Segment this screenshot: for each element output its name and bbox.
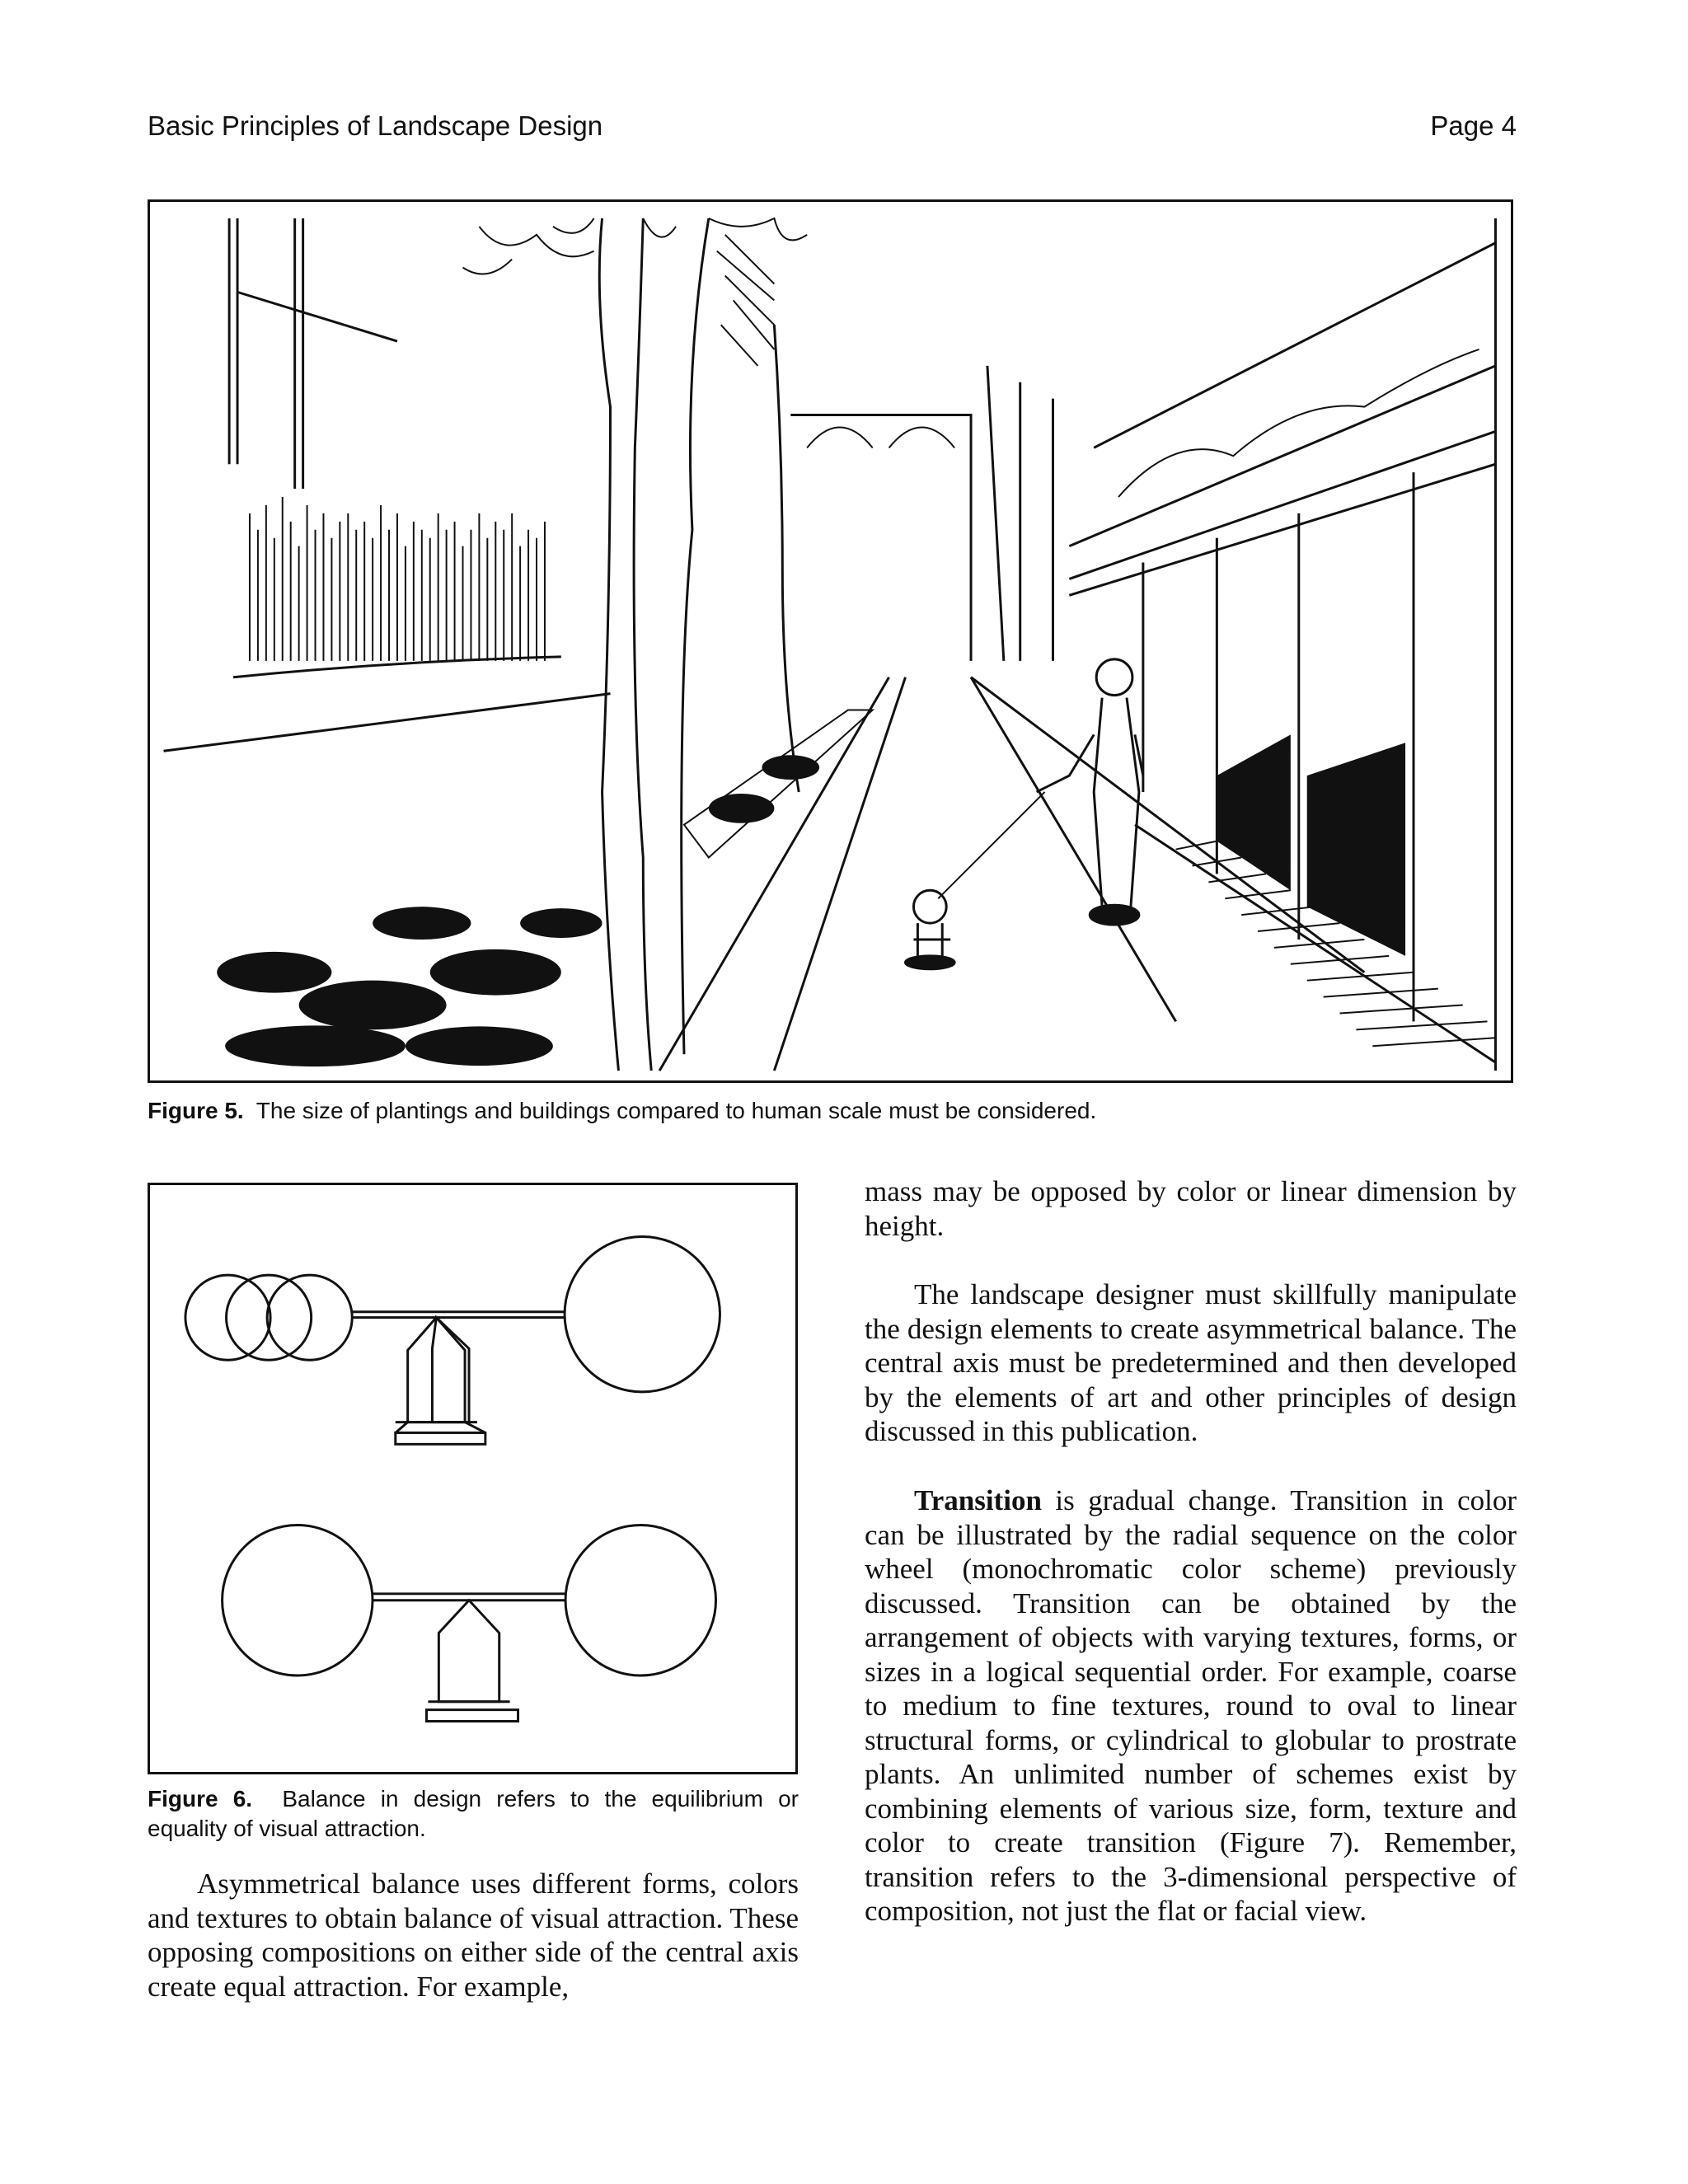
figure-6-caption bbox=[148, 1784, 799, 1844]
right-column-paragraph-3 bbox=[865, 1483, 1517, 1929]
figure-6-caption-text: Balance in design refers to the equilibrium or equality of visual attraction. bbox=[148, 1786, 799, 1841]
running-header-title: Basic Principles of Landscape Design bbox=[148, 110, 603, 141]
figure-6-balance-diagram bbox=[148, 1183, 798, 1774]
left-column-paragraph: Asymmetrical balance uses different forms, colors and textures to obtain balance of visual attraction. These opposing compositions on either side of the central axis create equal attraction. For example, bbox=[148, 1868, 799, 2003]
figure-6-label: Figure 6. bbox=[148, 1786, 253, 1811]
figure-5-caption bbox=[148, 1096, 1516, 1126]
right-column-paragraph-2: The landscape designer must skillfully manipulate the design elements to create asymmetrical balance. The central axis must be predetermined and then developed by the elements of art and other principles of design discussed in this publication. bbox=[865, 1278, 1517, 1447]
transition-definition: is gradual change. Transition in color can be illustrated by the radial sequence on the color wheel (monochromatic color scheme) previously discussed. Transition can be obtained by the arrangement of objects with varying textures, forms, or sizes in a logical sequential order. For example, coarse to medium to fine textures, round to oval to linear structural forms, or cylindrical to globular to prostrate plants. An unlimited number of schemes exist by combining elements of various size, form, texture and color to create transition (Figure 7). Remember, transition refers to the 3-dimensional perspective of composition, not just the flat or facial view. bbox=[865, 1484, 1517, 1927]
transition-term: Transition bbox=[914, 1484, 1042, 1516]
figure-5-label: Figure 5. bbox=[148, 1098, 244, 1123]
figure-5-streetscape-illustration bbox=[148, 199, 1513, 1083]
symmetrical-balance-scale bbox=[223, 1526, 716, 1722]
asymmetrical-balance-scale bbox=[185, 1236, 720, 1444]
figure-5-caption-text: The size of plantings and buildings compared to human scale must be considered. bbox=[256, 1098, 1097, 1123]
right-column-paragraph-1: mass may be opposed by color or linear dimension by height. bbox=[865, 1175, 1517, 1242]
page-number: Page 4 bbox=[1430, 110, 1517, 141]
